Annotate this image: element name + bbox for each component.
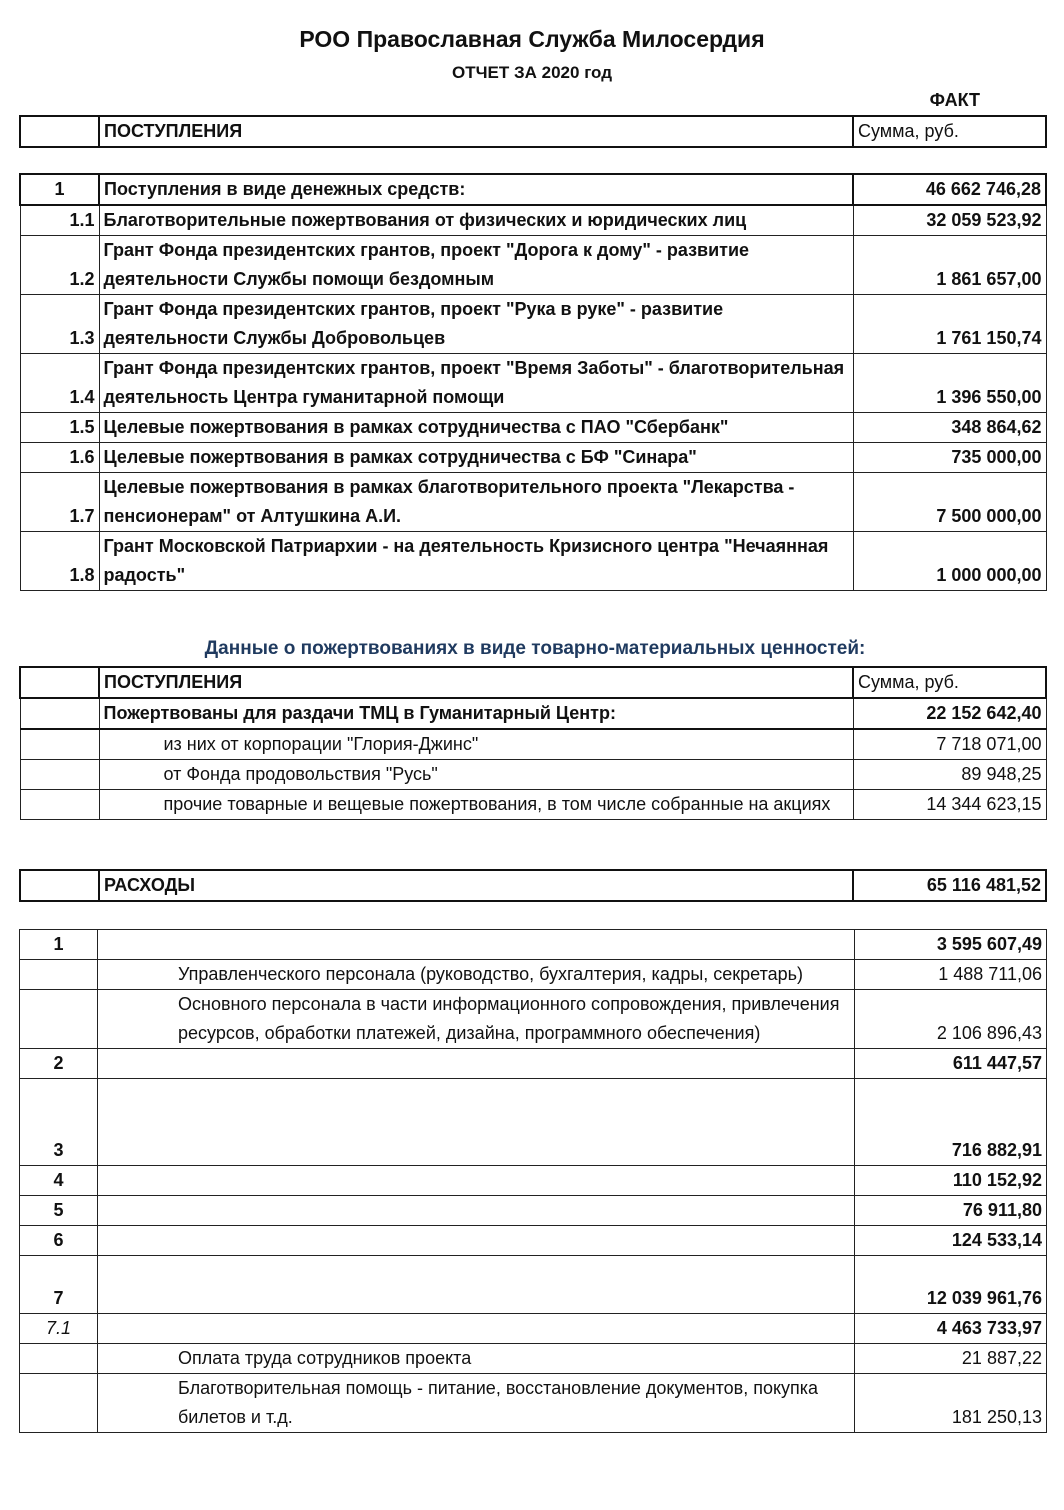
expense-value: 76 911,80 [855,1196,1047,1226]
expense-sub-label: Основного персонала в части информационного сопровождения, привлечения ресурсов, обработки платежей, дизайна, программного обеспечения) [98,990,855,1049]
income-header-label: ПОСТУПЛЕНИЯ [99,116,853,147]
expense-label-cell [98,1166,855,1196]
table-row [20,295,1046,354]
table-row [20,1166,1047,1196]
goods-item-label: от Фонда продовольствия "Русь" [99,760,853,790]
table-row [20,990,1047,1049]
income-item-label: Грант Московской Патриархии - на деятельность Кризисного центра "Нечаянная радость" [99,532,853,591]
goods-item-num-cell [20,729,99,760]
goods-section-title: Данные о пожертвованиях в виде товарно-материальных ценностей: [204,638,866,659]
table-row [20,1344,1047,1374]
income-item-num: 1.2 [20,236,99,295]
expense-num: 5 [20,1196,98,1226]
income-item-value: 7 500 000,00 [853,473,1046,532]
expense-num: 1 [20,930,98,960]
income-item-label: Грант Фонда президентских грантов, проект "Дорога к дому" - развитие деятельности Службы помощи бездомным [99,236,853,295]
goods-header-num-cell [20,667,99,698]
table-row [20,1226,1047,1256]
table-row [20,473,1046,532]
goods-item-label: прочие товарные и вещевые пожертвования, в том числе собранные на акциях [99,790,853,820]
goods-total-label: Пожертвованы для раздачи ТМЦ в Гуманитарный Центр: [99,698,853,729]
expense-sub-value: 181 250,13 [855,1374,1047,1433]
table-row [20,236,1046,295]
table-row [20,930,1047,960]
expense-num: 2 [20,1049,98,1079]
income-item-num: 1.8 [20,532,99,591]
income-item-num: 1.7 [20,473,99,532]
income-total-value: 46 662 746,28 [853,174,1046,205]
expenses-total-num-cell [20,870,99,901]
expense-label-cell [98,1079,855,1166]
expense-label-cell [98,1049,855,1079]
table-row [20,205,1046,236]
table-row [20,1079,1047,1166]
goods-header-sum-label: Сумма, руб. [853,667,1046,698]
income-item-num: 1.3 [20,295,99,354]
expense-value: 3 595 607,49 [855,930,1047,960]
income-item-num: 1.4 [20,354,99,413]
expense-value: 716 882,91 [855,1079,1047,1166]
expenses-table [19,929,1047,1433]
expense-value: 110 152,92 [855,1166,1047,1196]
income-total-label: Поступления в виде денежных средств: [99,174,853,205]
table-row [20,413,1046,443]
expense-value: 4 463 733,97 [855,1314,1047,1344]
goods-item-value: 7 718 071,00 [853,729,1046,760]
income-header-table [19,115,1047,148]
expenses-total-table [19,869,1047,902]
expense-sub-label: Благотворительная помощь - питание, восстановление документов, покупка билетов и т.д. [98,1374,855,1433]
table-row [20,1314,1047,1344]
goods-item-value: 89 948,25 [853,760,1046,790]
income-item-value: 32 059 523,92 [853,205,1046,236]
expense-sub-label: Оплата труда сотрудников проекта [98,1344,855,1374]
income-item-value: 1 396 550,00 [853,354,1046,413]
income-table [19,173,1047,591]
expense-num: 6 [20,1226,98,1256]
income-item-num: 1.1 [20,205,99,236]
expense-value: 611 447,57 [855,1049,1047,1079]
report-subtitle: ОТЧЕТ ЗА 2020 год [452,63,612,82]
income-item-label: Целевые пожертвования в рамках благотворительного проекта "Лекарства - пенсионерам" от Алтушкина А.И. [99,473,853,532]
goods-table [19,666,1047,820]
expense-value: 12 039 961,76 [855,1256,1047,1314]
income-header-sum-label: Сумма, руб. [853,116,1046,147]
table-row [20,1256,1047,1314]
expense-num: 7 [20,1256,98,1314]
table-row [20,729,1046,760]
expense-sub-value: 1 488 711,06 [855,960,1047,990]
table-row [20,532,1046,591]
table-row [20,1049,1047,1079]
expense-num: 7.1 [20,1314,98,1344]
income-item-value: 1 861 657,00 [853,236,1046,295]
table-row [20,443,1046,473]
table-row [20,354,1046,413]
expense-label-cell [98,930,855,960]
income-header-num-cell [20,116,99,147]
expense-sub-value: 2 106 896,43 [855,990,1047,1049]
income-item-value: 1 000 000,00 [853,532,1046,591]
report-org-title: РОО Православная Служба Милосердия [299,26,765,52]
expense-num: 4 [20,1166,98,1196]
table-row [20,760,1046,790]
income-item-value: 1 761 150,74 [853,295,1046,354]
expense-label-cell [98,1196,855,1226]
goods-item-value: 14 344 623,15 [853,790,1046,820]
expense-value: 124 533,14 [855,1226,1047,1256]
expense-sub-num-cell [20,1374,98,1433]
expense-sub-label: Управленческого персонала (руководство, бухгалтерия, кадры, секретарь) [98,960,855,990]
income-item-label: Благотворительные пожертвования от физических и юридических лиц [99,205,853,236]
income-item-label: Грант Фонда президентских грантов, проект "Рука в руке" - развитие деятельности Службы Добровольцев [99,295,853,354]
fact-column-label: ФАКТ [929,90,980,110]
income-total-num: 1 [20,174,99,205]
expense-label-cell [98,1314,855,1344]
goods-header-label: ПОСТУПЛЕНИЯ [99,667,853,698]
expenses-total-label: РАСХОДЫ [99,870,853,901]
expense-num: 3 [20,1079,98,1166]
goods-item-label: из них от корпорации "Глория-Джинс" [99,729,853,760]
table-row [20,790,1046,820]
goods-item-num-cell [20,760,99,790]
income-item-label: Целевые пожертвования в рамках сотрудничества с ПАО "Сбербанк" [99,413,853,443]
goods-item-num-cell [20,790,99,820]
expense-sub-num-cell [20,960,98,990]
table-row [20,960,1047,990]
goods-total-num-cell [20,698,99,729]
table-row [20,1374,1047,1433]
expenses-total-value: 65 116 481,52 [853,870,1046,901]
income-item-num: 1.5 [20,413,99,443]
goods-total-value: 22 152 642,40 [853,698,1046,729]
income-item-value: 735 000,00 [853,443,1046,473]
expense-sub-num-cell [20,990,98,1049]
income-item-value: 348 864,62 [853,413,1046,443]
income-item-num: 1.6 [20,443,99,473]
income-item-label: Целевые пожертвования в рамках сотрудничества с БФ "Синара" [99,443,853,473]
expense-label-cell [98,1226,855,1256]
expense-sub-value: 21 887,22 [855,1344,1047,1374]
table-row [20,1196,1047,1226]
income-item-label: Грант Фонда президентских грантов, проект "Время Заботы" - благотворительная деятельность Центра гуманитарной помощи [99,354,853,413]
expense-sub-num-cell [20,1344,98,1374]
expense-label-cell [98,1256,855,1314]
